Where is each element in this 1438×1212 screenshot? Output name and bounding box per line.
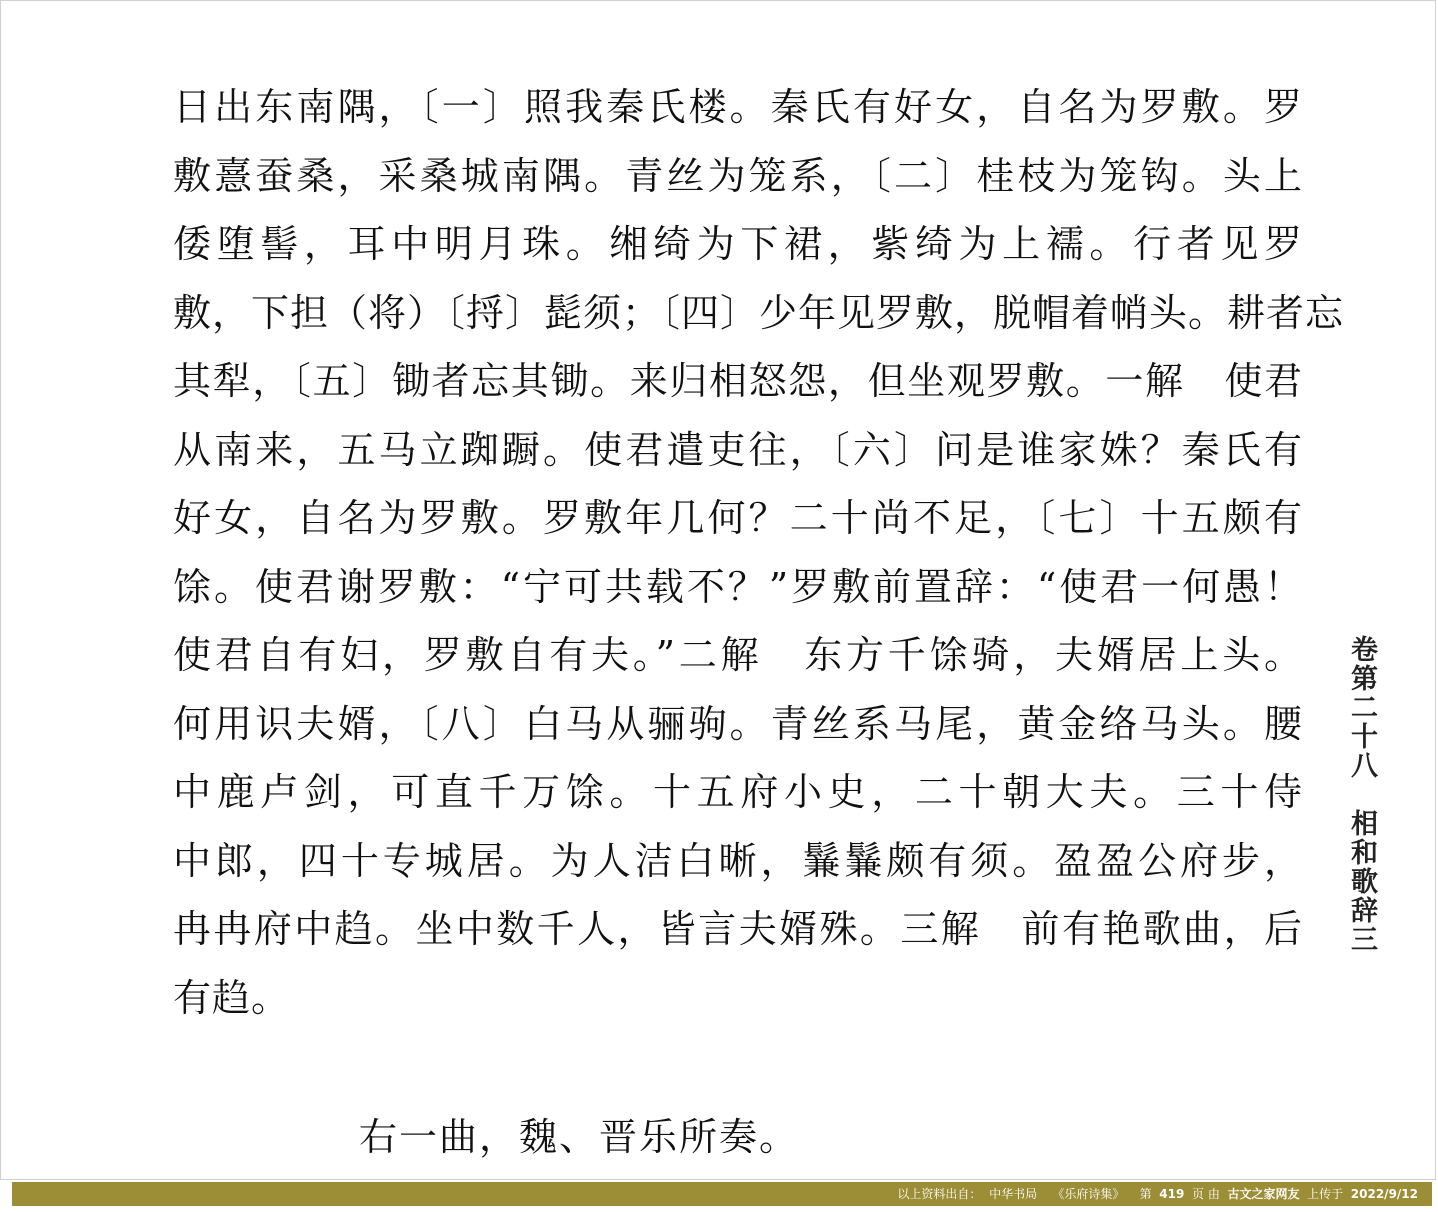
text-line: 中鹿卢剑，可直千万馀。十五府小史，二十朝大夫。三十侍 [173, 770, 1303, 814]
text-line: 日出东南隅，〔一〕照我秦氏楼。秦氏有好女，自名为罗敷。罗 [173, 85, 1303, 129]
text-line: 中郎，四十专城居。为人洁白晰，鬑鬑颇有须。盈盈公府步， [173, 838, 1303, 883]
text-line: 敷憙蚕桑，采桑城南隅。青丝为笼系，〔二〕桂枝为笼钩。头上 [173, 153, 1303, 198]
footer-page-prefix: 第 [1139, 1187, 1152, 1201]
text-line: 使君自有妇，罗敷自有夫。”二解 东方千馀骑，夫婿居上头。 [173, 633, 1303, 677]
source-footer [12, 1182, 1432, 1206]
closing-note: 右一曲，魏、晋乐所奏。 [359, 1115, 800, 1159]
poem-body [173, 73, 1345, 1032]
footer-uploaded-label: 上传于 [1307, 1187, 1344, 1201]
running-head: 卷第二十八 相和歌辞三 [1346, 635, 1377, 954]
footer-page-number: 419 [1159, 1187, 1185, 1201]
footer-source-label: 以上资料出自： [897, 1187, 982, 1201]
text-line: 从南来，五马立踟蹰。使君遣吏往，〔六〕问是谁家姝？秦氏有 [173, 427, 1303, 472]
text-line: 冉冉府中趋。坐中数千人，皆言夫婿殊。三解 前有艳歌曲，后 [173, 907, 1303, 951]
text-line: 其犁，〔五〕锄者忘其锄。来归相怒怨，但坐观罗敷。一解 使君 [173, 359, 1303, 403]
text-line: 有趋。 [173, 975, 291, 1020]
text-line: 倭堕髻，耳中明月珠。缃绮为下裙，紫绮为上襦。行者见罗 [173, 222, 1303, 266]
footer-date: 2022/9/12 [1350, 1187, 1418, 1201]
footer-uploader[interactable]: 古文之家网友 [1227, 1187, 1300, 1201]
footer-page-suffix: 页 由 [1192, 1187, 1220, 1201]
text-line: 馀。使君谢罗敷：“宁可共载不？”罗敷前置辞：“使君一何愚！ [173, 564, 1303, 609]
footer-book-title[interactable]: 《乐府诗集》 [1052, 1187, 1125, 1201]
text-line: 好女，自名为罗敷。罗敷年几何？二十尚不足，〔七〕十五颇有 [173, 496, 1303, 540]
text-line: 敷，下担（将）〔捋〕髭须；〔四〕少年见罗敷，脱帽着帩头。耕者忘 [173, 290, 1345, 335]
text-line: 何用识夫婿，〔八〕白马从骊驹。青丝系马尾，黄金络马头。腰 [173, 701, 1303, 746]
footer-publisher[interactable]: 中华书局 [989, 1187, 1038, 1201]
